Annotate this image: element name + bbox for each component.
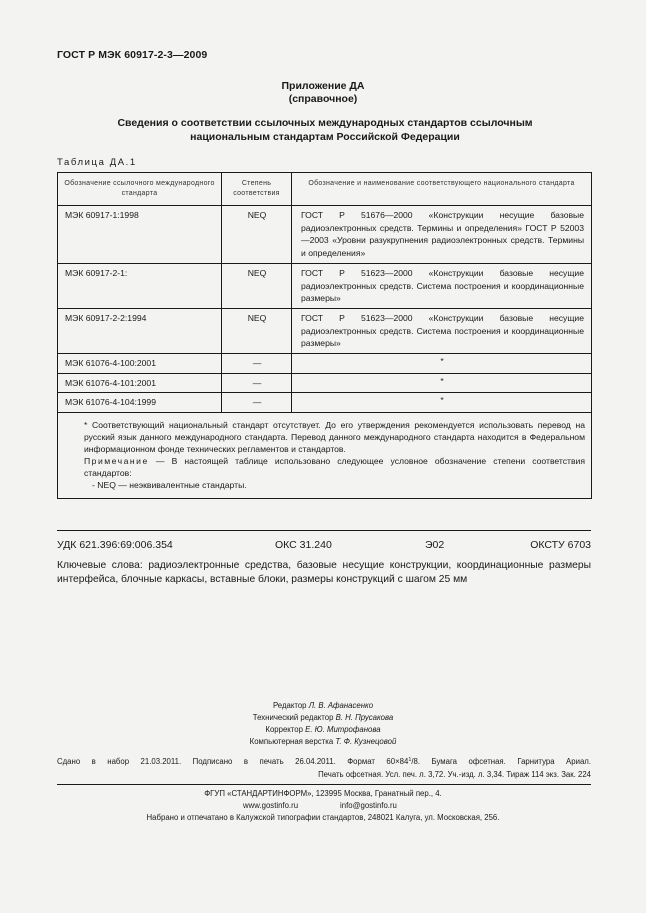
credit-role: Корректор [265,725,303,734]
cell-national-standard: ГОСТ Р 51623—2000 «Конструкции базовые несущие радиоэлектронных средств. Система построения и координационные размеры» [292,308,592,353]
cell-national-standard: ГОСТ Р 51623—2000 «Конструкции базовые несущие радиоэлектронных средств. Система построения и координационные размеры» [292,263,592,308]
credit-name: Е. Ю. Митрофанова [305,725,381,734]
cell-intl-standard: МЭК 60917-2-2:1994 [58,308,222,353]
credits-block [0,700,646,748]
note-text: — В настоящей таблице использовано следующее условное обозначение степени соответствия стандартов: [84,456,586,479]
publisher-email: info@gostinfo.ru [340,801,397,810]
annex-title: Приложение ДА [281,80,365,92]
cell-national-standard: * [292,393,592,413]
cell-national-standard: * [292,373,592,393]
cell-intl-standard: МЭК 60917-2-1: [58,263,222,308]
table-row [58,206,592,264]
format-fraction-num: 1 [408,757,412,763]
credit-name: В. Н. Прусакова [335,713,394,722]
publisher-website: www.gostinfo.ru [243,801,299,810]
table-row [58,354,592,374]
credit-role: Компьютерная верстка [249,737,334,746]
print-info [57,754,591,781]
table-header-row [58,173,592,206]
category-code: Э02 [425,539,445,551]
table-row [58,373,592,393]
publisher-contacts [0,800,646,812]
cell-degree: — [222,393,292,413]
typeface: Гарнитура Ариал. [517,757,591,766]
cell-intl-standard: МЭК 61076-4-104:1999 [58,393,222,413]
credit-line [0,724,646,736]
correspondence-table [57,172,592,499]
note-label: Примечание [84,456,149,467]
annex-heading [0,80,646,106]
credit-role: Редактор [272,701,307,710]
cell-degree: NEQ [222,263,292,308]
note-item: - NEQ — неэквивалентные стандарты. [92,480,247,491]
credit-line [0,700,646,712]
format-value: Формат 60×84 [347,757,409,766]
publisher-address: ФГУП «СТАНДАРТИНФОРМ», 123995 Москва, Гранатный пер., 4. [204,789,442,798]
credit-line [0,712,646,724]
print-date-signed: Подписано в печать 26.04.2011. [192,757,336,766]
table-notes-row [58,413,592,499]
table-caption: Таблица ДА.1 [57,157,137,168]
format-fraction-den: 8 [413,757,418,766]
cell-national-standard: * [292,354,592,374]
divider-line [57,784,591,785]
cell-national-standard: ГОСТ Р 51676—2000 «Конструкции несущие базовые радиоэлектронных средств. Термины и определения» ГОСТ Р 52003—2003 «Уровни разукрупнения радиоэлектронных средств. Термины и определения» [292,206,592,264]
table-row [58,263,592,308]
cell-intl-standard: МЭК 61076-4-100:2001 [58,354,222,374]
print-date-typeset: Сдано в набор 21.03.2011. [57,757,182,766]
table-note [68,455,585,479]
keywords-paragraph: Ключевые слова: радиоэлектронные средства, базовые несущие конструкции, координационные размеры интерфейса, блочные каркасы, вставные блоки, размеры конструкций с шагом 25 мм [57,560,591,585]
print-info-line1 [57,754,591,768]
print-format: Формат $60\times 84^1/8$. [347,757,421,766]
annex-subtitle: (справочное) [288,93,358,105]
column-header-national: Обозначение и наименование соответствующего национального стандарта [292,173,592,206]
credit-line [0,736,646,748]
cell-degree: — [222,354,292,374]
column-header-degree: Степень соответствия [222,173,292,206]
credit-name: Л. В. Афанасенко [308,701,374,710]
table-row [58,393,592,413]
table-footnote: * Соответствующий национальный стандарт отсутствует. До его утверждения рекомендуется использовать перевод на русский язык данного международного стандарта. Перевод данного международного стандарта находится в Федеральном информационном фонде технических регламентов и стандартов. [84,420,585,455]
oks-code: ОКС 31.240 [275,539,332,551]
printing-house: Набрано и отпечатано в Калужской типографии стандартов, 248021 Калуга, ул. Московская, 256. [146,813,500,822]
paper-type: Бумага офсетная. [431,757,506,766]
cell-degree: — [222,373,292,393]
cell-intl-standard: МЭК 60917-1:1998 [58,206,222,264]
column-header-intl: Обозначение ссылочного международного стандарта [58,173,222,206]
divider-line [57,530,591,531]
print-info-line2: Печать офсетная. Усл. печ. л. 3,72. Уч.-изд. л. 3,34. Тираж 114 экз. Зак. 224 [318,770,591,779]
publisher-block [0,788,646,824]
credit-name: Т. Ф. Кузнецовой [335,737,397,746]
correspondence-table-wrapper [57,172,591,499]
section-title: Сведения о соответствии ссылочных международных стандартов ссылочным национальным стандартам Российской Федерации [117,117,533,143]
okstu-code: ОКСТУ 6703 [530,539,591,551]
cell-degree: NEQ [222,308,292,353]
cell-intl-standard: МЭК 61076-4-101:2001 [58,373,222,393]
table-row [58,308,592,353]
cell-degree: NEQ [222,206,292,264]
udk-code: УДК 621.396:69:006.354 [57,539,173,551]
document-number-header: ГОСТ Р МЭК 60917-2-3—2009 [57,49,208,61]
credit-role: Технический редактор [252,713,334,722]
table-notes [58,413,592,499]
